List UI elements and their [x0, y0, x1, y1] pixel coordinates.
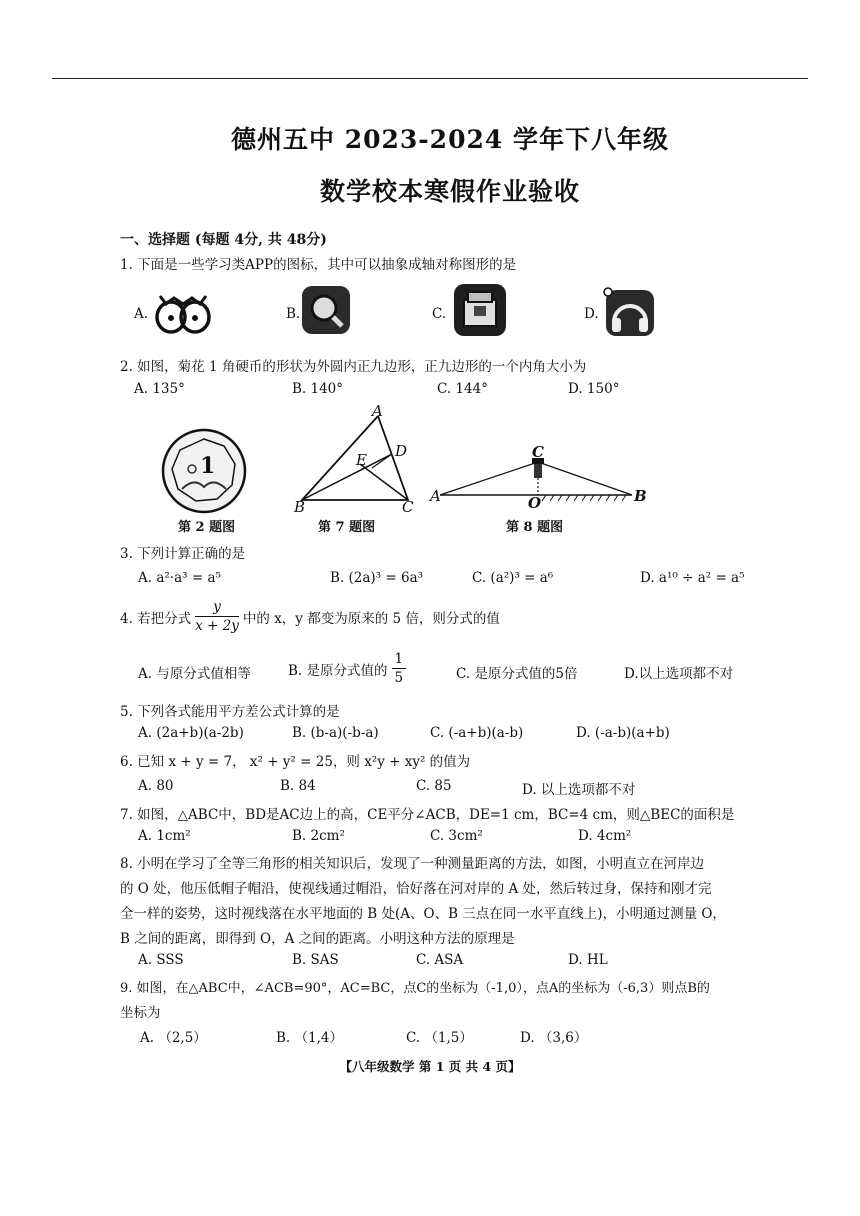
- q1-option-b: B.: [286, 306, 301, 322]
- q6-option-c: C. 85: [416, 778, 452, 794]
- q4-stem-pre: 4. 若把分式: [120, 610, 192, 627]
- triangle-abc-figure: [288, 402, 418, 522]
- magnifier-app-icon: [300, 284, 352, 340]
- q8-option-b: B. SAS: [292, 952, 339, 968]
- svg-text:1: 1: [200, 453, 216, 479]
- fig8-label-o: O: [528, 494, 542, 512]
- q4-option-b-numerator: 1: [392, 650, 407, 669]
- question-3-stem: 3. 下列计算正确的是: [120, 546, 246, 562]
- q1-option-d: D.: [584, 306, 599, 322]
- fig7-label-b: B: [294, 498, 306, 516]
- q4-option-b: [288, 650, 410, 687]
- q3-option-c: C. (a²)³ = a⁶: [472, 570, 554, 586]
- question-1-stem: 1. 下面是一些学习类APP的图标，其中可以抽象成轴对称图形的是: [120, 257, 517, 273]
- q4-option-d: D.以上选项都不对: [624, 666, 734, 682]
- question-9-line-1: 9. 如图，在△ABC中，∠ACB=90°，AC=BC，点C的坐标为（-1,0），点A的坐标为（-6,3）则点B的: [120, 981, 710, 996]
- fig8-label-b: B: [634, 487, 647, 505]
- coin-figure: [160, 427, 248, 519]
- q3-option-a: A. a²·a³ = a⁵: [138, 570, 221, 586]
- q7-option-b: B. 2cm²: [292, 828, 345, 844]
- q8-option-d: D. HL: [568, 952, 608, 968]
- fig8-caption: 第 8 题图: [506, 520, 564, 535]
- q5-option-c: C. (-a+b)(a-b): [430, 725, 524, 741]
- q9-option-c: C. （1,5）: [406, 1030, 473, 1046]
- q1-option-a: A.: [134, 306, 149, 322]
- page-title: 德州五中 2023-2024 学年下八年级: [231, 125, 669, 154]
- q4-fraction-denominator: x + 2y: [195, 618, 239, 634]
- q4-fraction-numerator: y: [195, 598, 239, 617]
- q7-option-c: C. 3cm²: [430, 828, 483, 844]
- question-4-stem: [120, 598, 500, 635]
- fig7-label-e: E: [356, 451, 367, 469]
- question-7-stem: 7. 如图，△ABC中，BD是AC边上的高，CE平分∠ACB，DE=1 cm，BC=4 cm，则△BEC的面积是: [120, 807, 735, 823]
- box-app-icon: [452, 282, 508, 342]
- q2-option-d: D. 150°: [568, 381, 620, 397]
- owl-app-icon: [152, 290, 214, 340]
- fig7-label-c: C: [402, 498, 414, 516]
- q4-option-a: A. 与原分式值相等: [138, 666, 251, 682]
- q2-option-c: C. 144°: [437, 381, 488, 397]
- question-8-line-2: 的 O 处，他压低帽子帽沿，使视线通过帽沿，恰好落在河对岸的 A 处，然后转过身，保持和刚才完: [120, 881, 712, 897]
- q4-option-b-fraction: [392, 650, 407, 687]
- q9-option-d: D. （3,6）: [520, 1030, 588, 1046]
- q5-option-d: D. (-a-b)(a+b): [576, 725, 670, 741]
- q9-option-a: A. （2,5）: [140, 1030, 207, 1046]
- page-footer: 【八年级数学 第 1 页 共 4 页】: [339, 1059, 521, 1074]
- question-9-line-2: 坐标为: [120, 1005, 161, 1021]
- q2-option-b: B. 140°: [292, 381, 344, 397]
- question-8-line-4: B 之间的距离，即得到 O，A 之间的距离。小明这种方法的原理是: [120, 931, 515, 947]
- fig7-caption: 第 7 题图: [318, 520, 376, 535]
- q5-option-b: B. (b-a)(-b-a): [292, 725, 379, 741]
- q4-option-c: C. 是原分式值的5倍: [456, 666, 578, 682]
- q7-option-a: A. 1cm²: [138, 828, 191, 844]
- question-5-stem: 5. 下列各式能用平方差公式计算的是: [120, 704, 340, 720]
- q6-option-a: A. 80: [138, 778, 174, 794]
- question-6-stem: 6. 已知 x + y = 7， x² + y² = 25，则 x²y + xy² 的值为: [120, 754, 471, 770]
- fig8-label-a: A: [430, 487, 441, 505]
- question-8-line-3: 全一样的姿势，这时视线落在水平地面的 B 处(A、O、B 三点在同一水平直线上)，小明通过测量 O，: [120, 906, 726, 922]
- fig2-caption: 第 2 题图: [178, 520, 236, 535]
- q3-option-b: B. (2a)³ = 6a³: [330, 570, 424, 586]
- q4-fraction: [195, 598, 239, 635]
- q5-option-a: A. (2a+b)(a-2b): [138, 725, 244, 741]
- q7-option-d: D. 4cm²: [578, 828, 632, 844]
- page-subtitle: 数学校本寒假作业验收: [319, 177, 580, 206]
- q3-option-d: D. a¹⁰ ÷ a² = a⁵: [640, 570, 745, 586]
- q1-option-c: C.: [432, 306, 447, 322]
- section-heading: 一、选择题 (每题 4分, 共 48分): [120, 232, 327, 248]
- q8-option-c: C. ASA: [416, 952, 464, 968]
- q4-option-b-denominator: 5: [394, 670, 404, 686]
- q6-option-b: B. 84: [280, 778, 316, 794]
- fig8-label-c: C: [532, 443, 544, 461]
- fig7-label-a: A: [372, 402, 383, 420]
- headphones-app-icon: [600, 284, 656, 342]
- question-8-line-1: 8. 小明在学习了全等三角形的相关知识后，发现了一种测量距离的方法，如图，小明直立在河岸边: [120, 856, 705, 872]
- q2-option-a: A. 135°: [134, 381, 185, 397]
- q8-option-a: A. SSS: [138, 952, 184, 968]
- question-2-stem: 2. 如图，菊花 1 角硬币的形状为外圆内正九边形，正九边形的一个内角大小为: [120, 359, 587, 375]
- fig7-label-d: D: [395, 442, 408, 460]
- q4-option-b-text: B. 是原分式值的: [288, 662, 388, 679]
- q6-option-d: D. 以上选项都不对: [522, 782, 636, 798]
- q9-option-b: B. （1,4）: [276, 1030, 343, 1046]
- q4-stem-post: 中的 x，y 都变为原来的 5 倍，则分式的值: [242, 610, 500, 627]
- top-rule: [52, 78, 808, 79]
